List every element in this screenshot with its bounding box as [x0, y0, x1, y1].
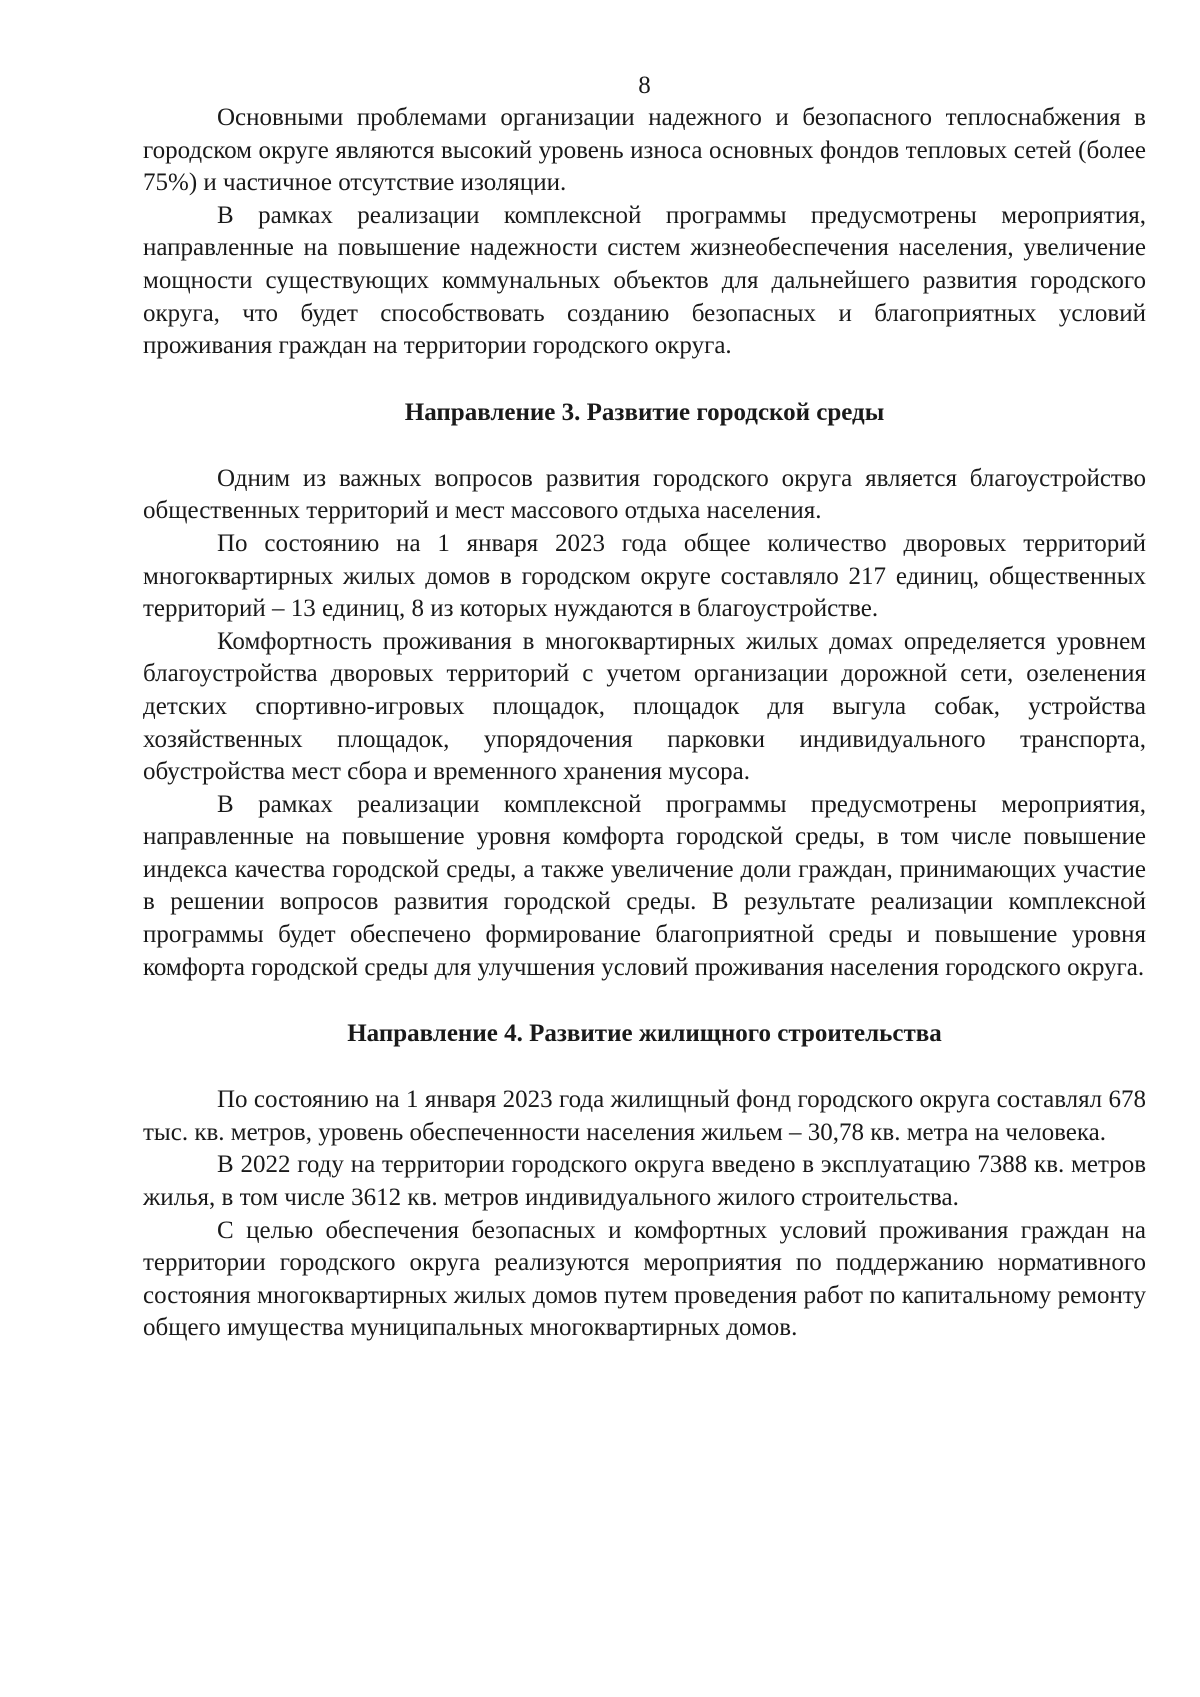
page-number: 8	[638, 72, 651, 99]
section-heading: Направление 4. Развитие жилищного строительства	[347, 1020, 942, 1048]
paragraph: Одним из важных вопросов развития городского округа является благоустройство общественных территорий и мест массового отдыха населения.	[143, 464, 1146, 525]
paragraph: По состоянию на 1 января 2023 года общее количество дворовых территорий многоквартирных жилых домов в городском округе составляло 217 единиц, общественных территорий – 13 единиц, 8 из которых нуждаются в благоустройстве.	[143, 529, 1146, 623]
section-heading: Направление 3. Развитие городской среды	[404, 398, 885, 426]
paragraph: В 2022 году на территории городского округа введено в эксплуатацию 7388 кв. метров жилья, в том числе 3612 кв. метров индивидуального жилого строительства.	[143, 1151, 1146, 1212]
paragraph: С целью обеспечения безопасных и комфортных условий проживания граждан на территории городского округа реализуются мероприятия по поддержанию нормативного состояния многоквартирных жилых домов путем проведения работ по капитальному ремонту общего имущества муниципальных многоквартирных домов.	[143, 1216, 1146, 1342]
paragraph: В рамках реализации комплексной программы предусмотрены мероприятия, направленные на повышение надежности систем жизнеобеспечения населения, увеличение мощности существующих коммунальных объектов для дальнейшего развития городского округа, что будет способствовать созданию безопасных и благоприятных условий проживания граждан на территории городского округа.	[143, 201, 1146, 360]
paragraph: По состоянию на 1 января 2023 года жилищный фонд городского округа составлял 678 тыс. кв. метров, уровень обеспеченности населения жильем – 30,78 кв. метра на человека.	[143, 1086, 1146, 1146]
paragraph: Комфортность проживания в многоквартирных жилых домах определяется уровнем благоустройства дворовых территорий с учетом организации дорожной сети, озеленения детских спортивно-игровых площадок, площадок для выгула собак, устройства хозяйственных площадок, упорядочения парковки индивидуального транспорта, обустройства мест сбора и временного хранения мусора.	[143, 627, 1146, 786]
paragraph: Основными проблемами организации надежного и безопасного теплоснабжения в городском округе являются высокий уровень износа основных фондов тепловых сетей (более 75%) и частичное отсутствие изоляции.	[143, 104, 1146, 197]
paragraph: В рамках реализации комплексной программы предусмотрены мероприятия, направленные на повышение уровня комфорта городской среды, в том числе повышение индекса качества городской среды, а также увеличение доли граждан, принимающих участие в решении вопросов развития городской среды. В результате реализации комплексной программы будет обеспечено формирование благоприятной среды и повышение уровня комфорта городской среды для улучшения условий проживания населения городского округа.	[143, 790, 1146, 981]
document-page	[143, 70, 1146, 1345]
